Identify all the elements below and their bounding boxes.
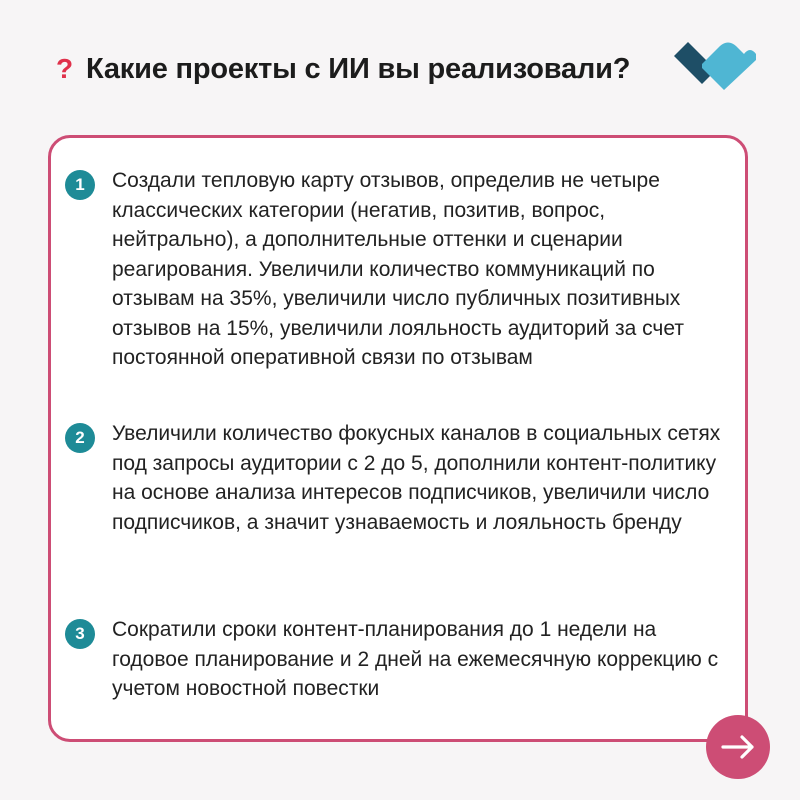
- list-item-text: Увеличили количество фокусных каналов в социальных сетях под запросы аудитории с 2 до 5, дополнили контент-политику на основе анализа интересов подписчиков, увеличили число подписчиков, а значит узнаваемость и лояльность бренду: [112, 422, 721, 534]
- list-item-text: Сократили сроки контент-планирования до 1 недели на годовое планирование и 2 дней на ежемесячную коррекцию с учетом новостной повестки: [112, 618, 719, 700]
- header: [56, 44, 630, 94]
- arrow-right-icon: [721, 735, 755, 759]
- heart-logo-icon: [672, 40, 758, 92]
- list-item-text: Создали тепловую карту отзывов, определив не четыре классических категории (негатив, позитив, вопрос, нейтрально), а дополнительные оттенки и сценарии реагирования. Увеличили количество коммуникаций по отзывам на 35%, увеличили число публичных позитивных отзывов на 15%, увеличили лояльность аудиторий за счет постоянной оперативной связи по отзывам: [112, 169, 684, 369]
- item-number-badge: 3: [65, 619, 95, 649]
- item-number-badge: 1: [65, 170, 95, 200]
- item-number-badge: 2: [65, 423, 95, 453]
- logo-light-shape: [702, 43, 756, 91]
- question-mark-icon: ?: [56, 53, 74, 84]
- next-button[interactable]: [706, 715, 770, 779]
- page-title: Какие проекты с ИИ вы реализовали?: [86, 52, 631, 85]
